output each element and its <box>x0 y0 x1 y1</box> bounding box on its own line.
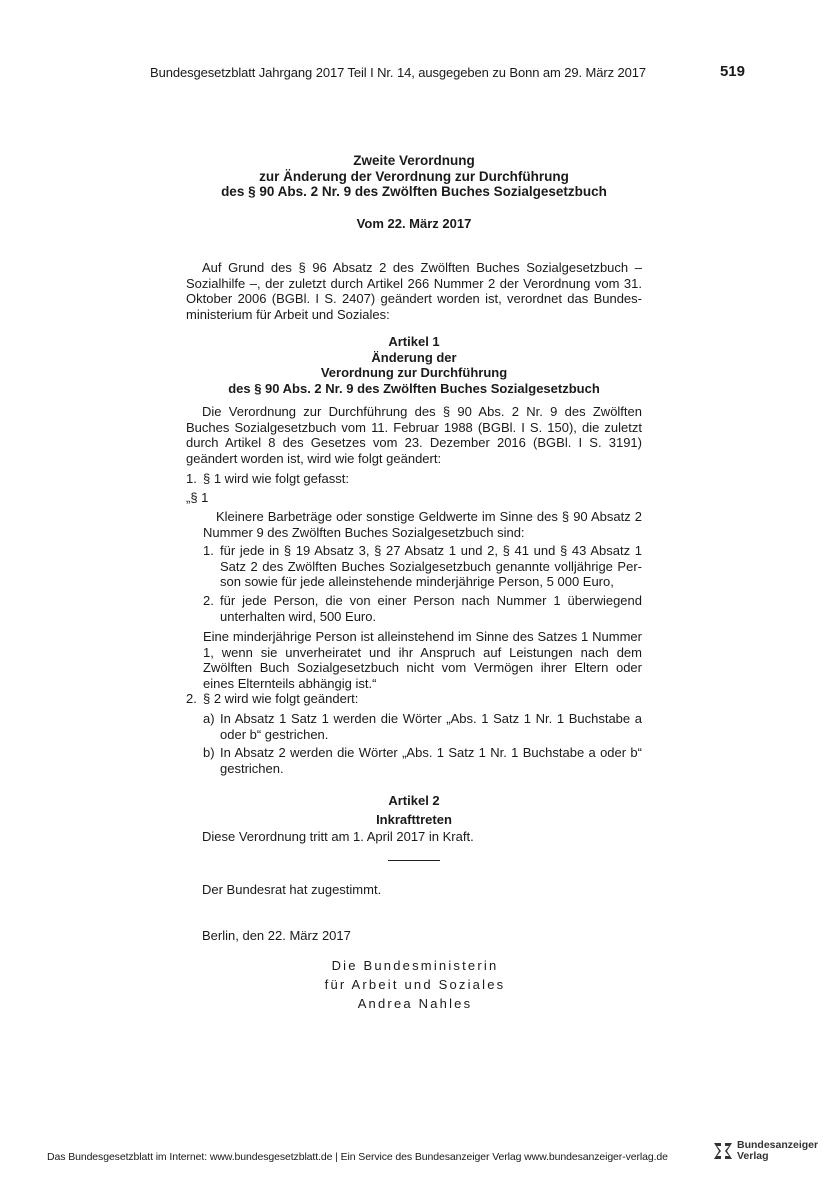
sub-item-2 <box>203 593 642 624</box>
article-2-text: Diese Verordnung tritt am 1. April 2017 in Kraft. <box>202 829 474 844</box>
paragraph-1-text: Kleinere Barbeträge oder sonstige Geldwerte im Sinne des § 90 Absatz 2 Nummer 9 des Zwölften Buches Sozialgesetzbuch sind: <box>203 509 642 540</box>
article-2-heading <box>186 791 642 829</box>
page-number: 519 <box>719 63 745 80</box>
sub-item-2-number: 2. <box>203 593 214 608</box>
logo-text-line-2: Verlag <box>737 1150 769 1162</box>
sub-item-a <box>203 711 642 742</box>
sub-item-a-text: In Absatz 1 Satz 1 werden die Wörter „Abs. 1 Satz 1 Nr. 1 Buchstabe a oder b“ gestrichen. <box>220 711 642 742</box>
page-header <box>150 63 745 85</box>
sub-item-b-label: b) <box>203 745 215 760</box>
logo-text-line-1: Bundesanzeiger <box>737 1139 819 1151</box>
bundesanzeiger-logo-icon <box>712 1140 734 1162</box>
place-date: Berlin, den 22. März 2017 <box>202 928 351 943</box>
signature-line-2: für Arbeit und Soziales <box>324 977 506 992</box>
article-1-heading <box>186 334 642 396</box>
consent-statement: Der Bundesrat hat zugestimmt. <box>202 882 382 897</box>
list-item-2 <box>186 691 642 707</box>
signature-line-1: Die Bundesministerin <box>331 958 499 973</box>
article-1-heading-line-2: Verordnung zur Durchführung <box>320 365 508 380</box>
sub-item-a-label: a) <box>203 711 215 726</box>
article-1-heading-line-1: Änderung der <box>371 349 457 365</box>
sub-item-b <box>203 745 642 776</box>
list-item-2-text: § 2 wird wie folgt geändert: <box>203 691 359 706</box>
signature-block <box>200 956 630 1013</box>
publisher-logo <box>712 1140 818 1162</box>
preamble-paragraph: Auf Grund des § 96 Absatz 2 des Zwölften Buches Sozialgesetzbuch – Sozialhilfe –, der zuletzt durch Artikel 266 Nummer 2 der Verordnung vom 31. Oktober 2006 (BGBl. I S. 2407) geändert worden ist, verordnet das Bundesministerium für Arbeit und Soziales: <box>186 260 642 322</box>
sub-item-b-text: In Absatz 2 werden die Wörter „Abs. 1 Satz 1 Nr. 1 Buchstabe a oder b“ gestrichen. <box>220 745 642 776</box>
title-line-3: des § 90 Abs. 2 Nr. 9 des Zwölften Buches Sozialgesetzbuch <box>221 184 607 199</box>
title-line-1: Zweite Verordnung <box>353 153 475 168</box>
page-footer: Das Bundesgesetzblatt im Internet: www.bundesgesetzblatt.de | Ein Service des Bundesanzeiger Verlag www.bundesanzeiger-verlag.de <box>47 1151 668 1163</box>
closing-paragraph: Eine minderjährige Person ist alleinstehend im Sinne des Satzes 1 Nummer 1, wenn sie unverheiratet und ihr Anspruch auf Leistungen nach dem Zwölften Buch Sozialgesetzbuch nicht vom Vermögen ihrer Eltern oder eines Elternteils abhängig ist.“ <box>203 629 642 691</box>
article-1-intro: Die Verordnung zur Durchführung des § 90 Abs. 2 Nr. 9 des Zwölften Buches Sozialgesetzbuch vom 11. Februar 1988 (BGBl. I S. 150), die zuletzt durch Artikel 8 des Gesetzes vom 23. Dezember 2016 (BGBl. I S. 3191) geändert worden ist, wird wie folgt geändert: <box>186 404 642 466</box>
article-2-title: Inkrafttreten <box>376 812 452 827</box>
divider <box>388 860 440 861</box>
sub-item-1-number: 1. <box>203 543 214 558</box>
sub-item-1-text: für jede in § 19 Absatz 3, § 27 Absatz 1 und 2, § 41 und § 43 Absatz 1 Satz 2 des Zwölften Buches Sozialgesetzbuch genannte volljährige Person sowie für jede alleinstehende minderjährige Person, 5 000 Euro, <box>220 543 642 589</box>
paragraph-mark: „§ 1 <box>186 490 209 505</box>
sub-item-2-text: für jede Person, die von einer Person nach Nummer 1 überwiegend unterhalten wird, 500 Euro. <box>220 593 642 624</box>
signature-line-3: Andrea Nahles <box>357 996 473 1011</box>
title-line-2: zur Änderung der Verordnung zur Durchführung <box>259 168 569 184</box>
document-title <box>186 153 642 200</box>
list-item-1-text: § 1 wird wie folgt gefasst: <box>203 471 349 486</box>
date-line: Vom 22. März 2017 <box>356 216 472 231</box>
list-item-1-number: 1. <box>186 471 197 486</box>
list-item-2-number: 2. <box>186 691 197 706</box>
article-1-heading-line-3: des § 90 Abs. 2 Nr. 9 des Zwölften Buches Sozialgesetzbuch <box>228 380 600 396</box>
article-1-number: Artikel 1 <box>388 334 440 349</box>
list-item-1 <box>186 471 642 487</box>
sub-item-1 <box>203 543 642 590</box>
running-title: Bundesgesetzblatt Jahrgang 2017 Teil I Nr. 14, ausgegeben zu Bonn am 29. März 2017 <box>150 65 647 80</box>
article-2-number: Artikel 2 <box>388 793 440 808</box>
